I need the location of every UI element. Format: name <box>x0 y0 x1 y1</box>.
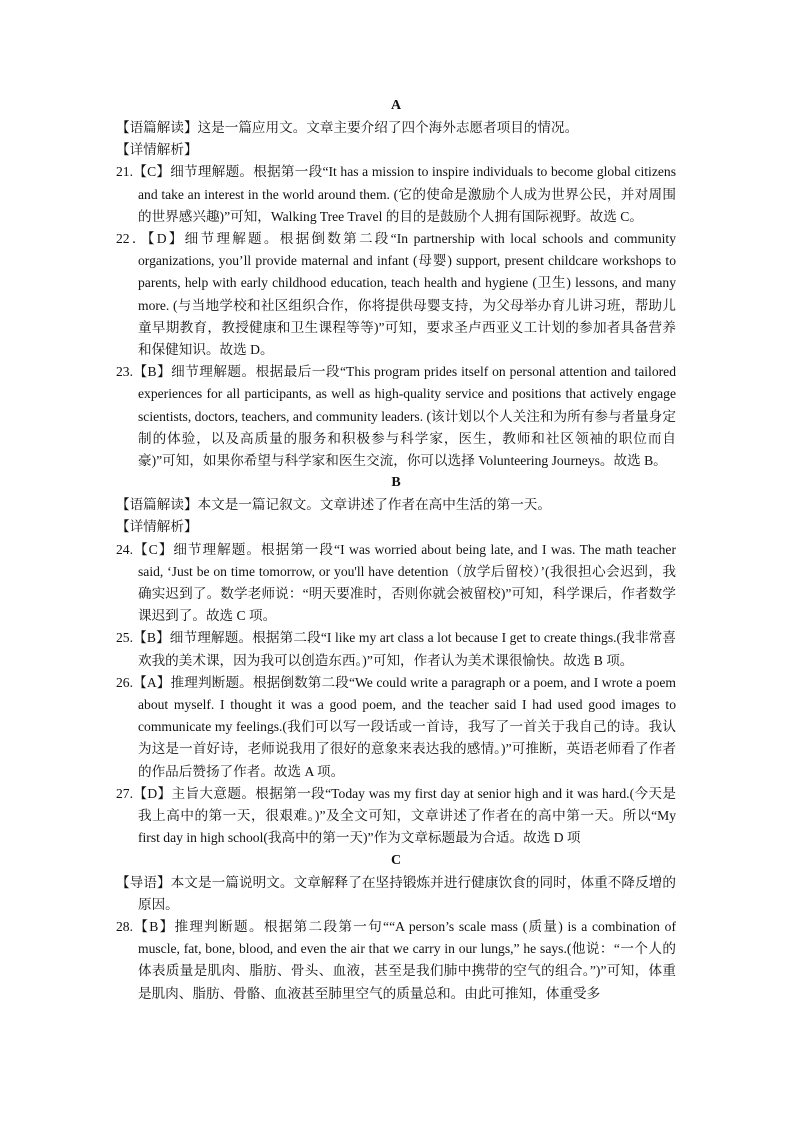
answer-explanation-body <box>116 95 676 1005</box>
answer-item-26: 26.【A】推理判断题。根据倒数第二段“We could write a paragraph or a poem, and I wrote a poem about myself. I thought it was a good poem, and the teacher said I had used good images to communicate my feelings.(我们可以写一段话或一首诗，我写了一首关于我自己的诗。我认为这是一首好诗，老师说我用了很好的意象来表达我的感情。)”可推断，英语老师看了作者的作品后赞扬了作者。故选 A 项。 <box>116 674 676 779</box>
section-a-intro: 【语篇解读】这是一篇应用文。文章主要介绍了四个海外志愿者项目的情况。 <box>116 120 579 135</box>
section-heading-a: A <box>390 98 402 113</box>
answer-item-27: 27.【D】主旨大意题。根据第一段“Today was my first day at senior high and it was hard.(今天是我上高中的第一天，很艰难。)”及全文可知，文章讲述了作者在的高中第一天。所以“My first day in high school(我高中的第一天)”作为文章标题最为合适。故选 D 项 <box>116 785 676 846</box>
answer-item-21: 21.【C】细节理解题。根据第一段“It has a mission to inspire individuals to become global citizens and take an interest in the world around them. (它的使命是激励个人成为世界公民，并对周围的世界感兴趣)”可知，Walking Tree Travel 的目的是鼓励个人拥有国际视野。故选 C。 <box>116 164 676 224</box>
answer-item-24: 24.【C】细节理解题。根据第一段“I was worried about being late, and I was. The math teacher said, ‘Just be on time tomorrow, or you'll have detention（放学后留校）’(我很担心会迟到，我确实迟到了。数学老师说：“明天要准时，否则你就会被留校)”可知，科学课后，作者数学课迟到了。故选 C 项。 <box>116 541 676 624</box>
section-heading-c: C <box>390 852 402 868</box>
answer-item-28: 28.【B】推理判断题。根据第二段第一句““A person’s scale mass (质量) is a combination of muscle, fat, bone, blood, and even the air that we carry in our lungs,” he says.(他说：“一个人的体表质量是肌肉、脂肪、骨头、血液，甚至是我们肺中携带的空气的组合。”)”可知，体重是肌肉、脂肪、骨骼、血液甚至肺里空气的质量总和。由此可推知，体重受多 <box>116 918 676 1001</box>
section-a-detail-label: 【详情解析】 <box>116 142 198 158</box>
section-c-intro: 【导语】本文是一篇说明文。文章解释了在坚持锻炼并进行健康饮食的同时，体重不降反增的原因。 <box>116 874 676 912</box>
answer-item-23: 23.【B】细节理解题。根据最后一段“This program prides itself on personal attention and tailored experiences for all participants, as well as high-quality service and positions that actively engage scientists, doctors, teachers, and community leaders. (该计划以个人关注和为所有参与者量身定制的体验，以及高质量的服务和积极参与科学家，医生，教师和社区领袖的职位而自豪)”可知，如果你希望与科学家和医生交流，你可以选择 Volunteering Journeys。故选 B。 <box>116 364 676 469</box>
section-b-detail-label: 【详情解析】 <box>116 519 198 535</box>
answer-item-22: 22．【D】细节理解题。根据倒数第二段“In partnership with local schools and community organizations, you’ll provide maternal and infant (母婴) support, present childcare workshops to parents, help with early childhood education, teach health and hygiene (卫生) lessons, and many more. (与当地学校和社区组织合作，你将提供母婴支持，为父母举办育儿讲习班，帮助儿童早期教育，教授健康和卫生课程等等)”可知，要求圣卢西亚义工计划的参加者具备营养和保健知识。故选 D。 <box>116 231 676 358</box>
answer-item-25: 25.【B】细节理解题。根据第二段“I like my art class a lot because I get to create things.(我非常喜欢我的美术课，因为我可以创造东西。)”可知，作者认为美术课很愉快。故选 B 项。 <box>116 630 676 668</box>
section-b-intro: 【语篇解读】本文是一篇记叙文。文章讲述了作者在高中生活的第一天。 <box>116 497 551 513</box>
section-heading-b: B <box>391 475 401 491</box>
